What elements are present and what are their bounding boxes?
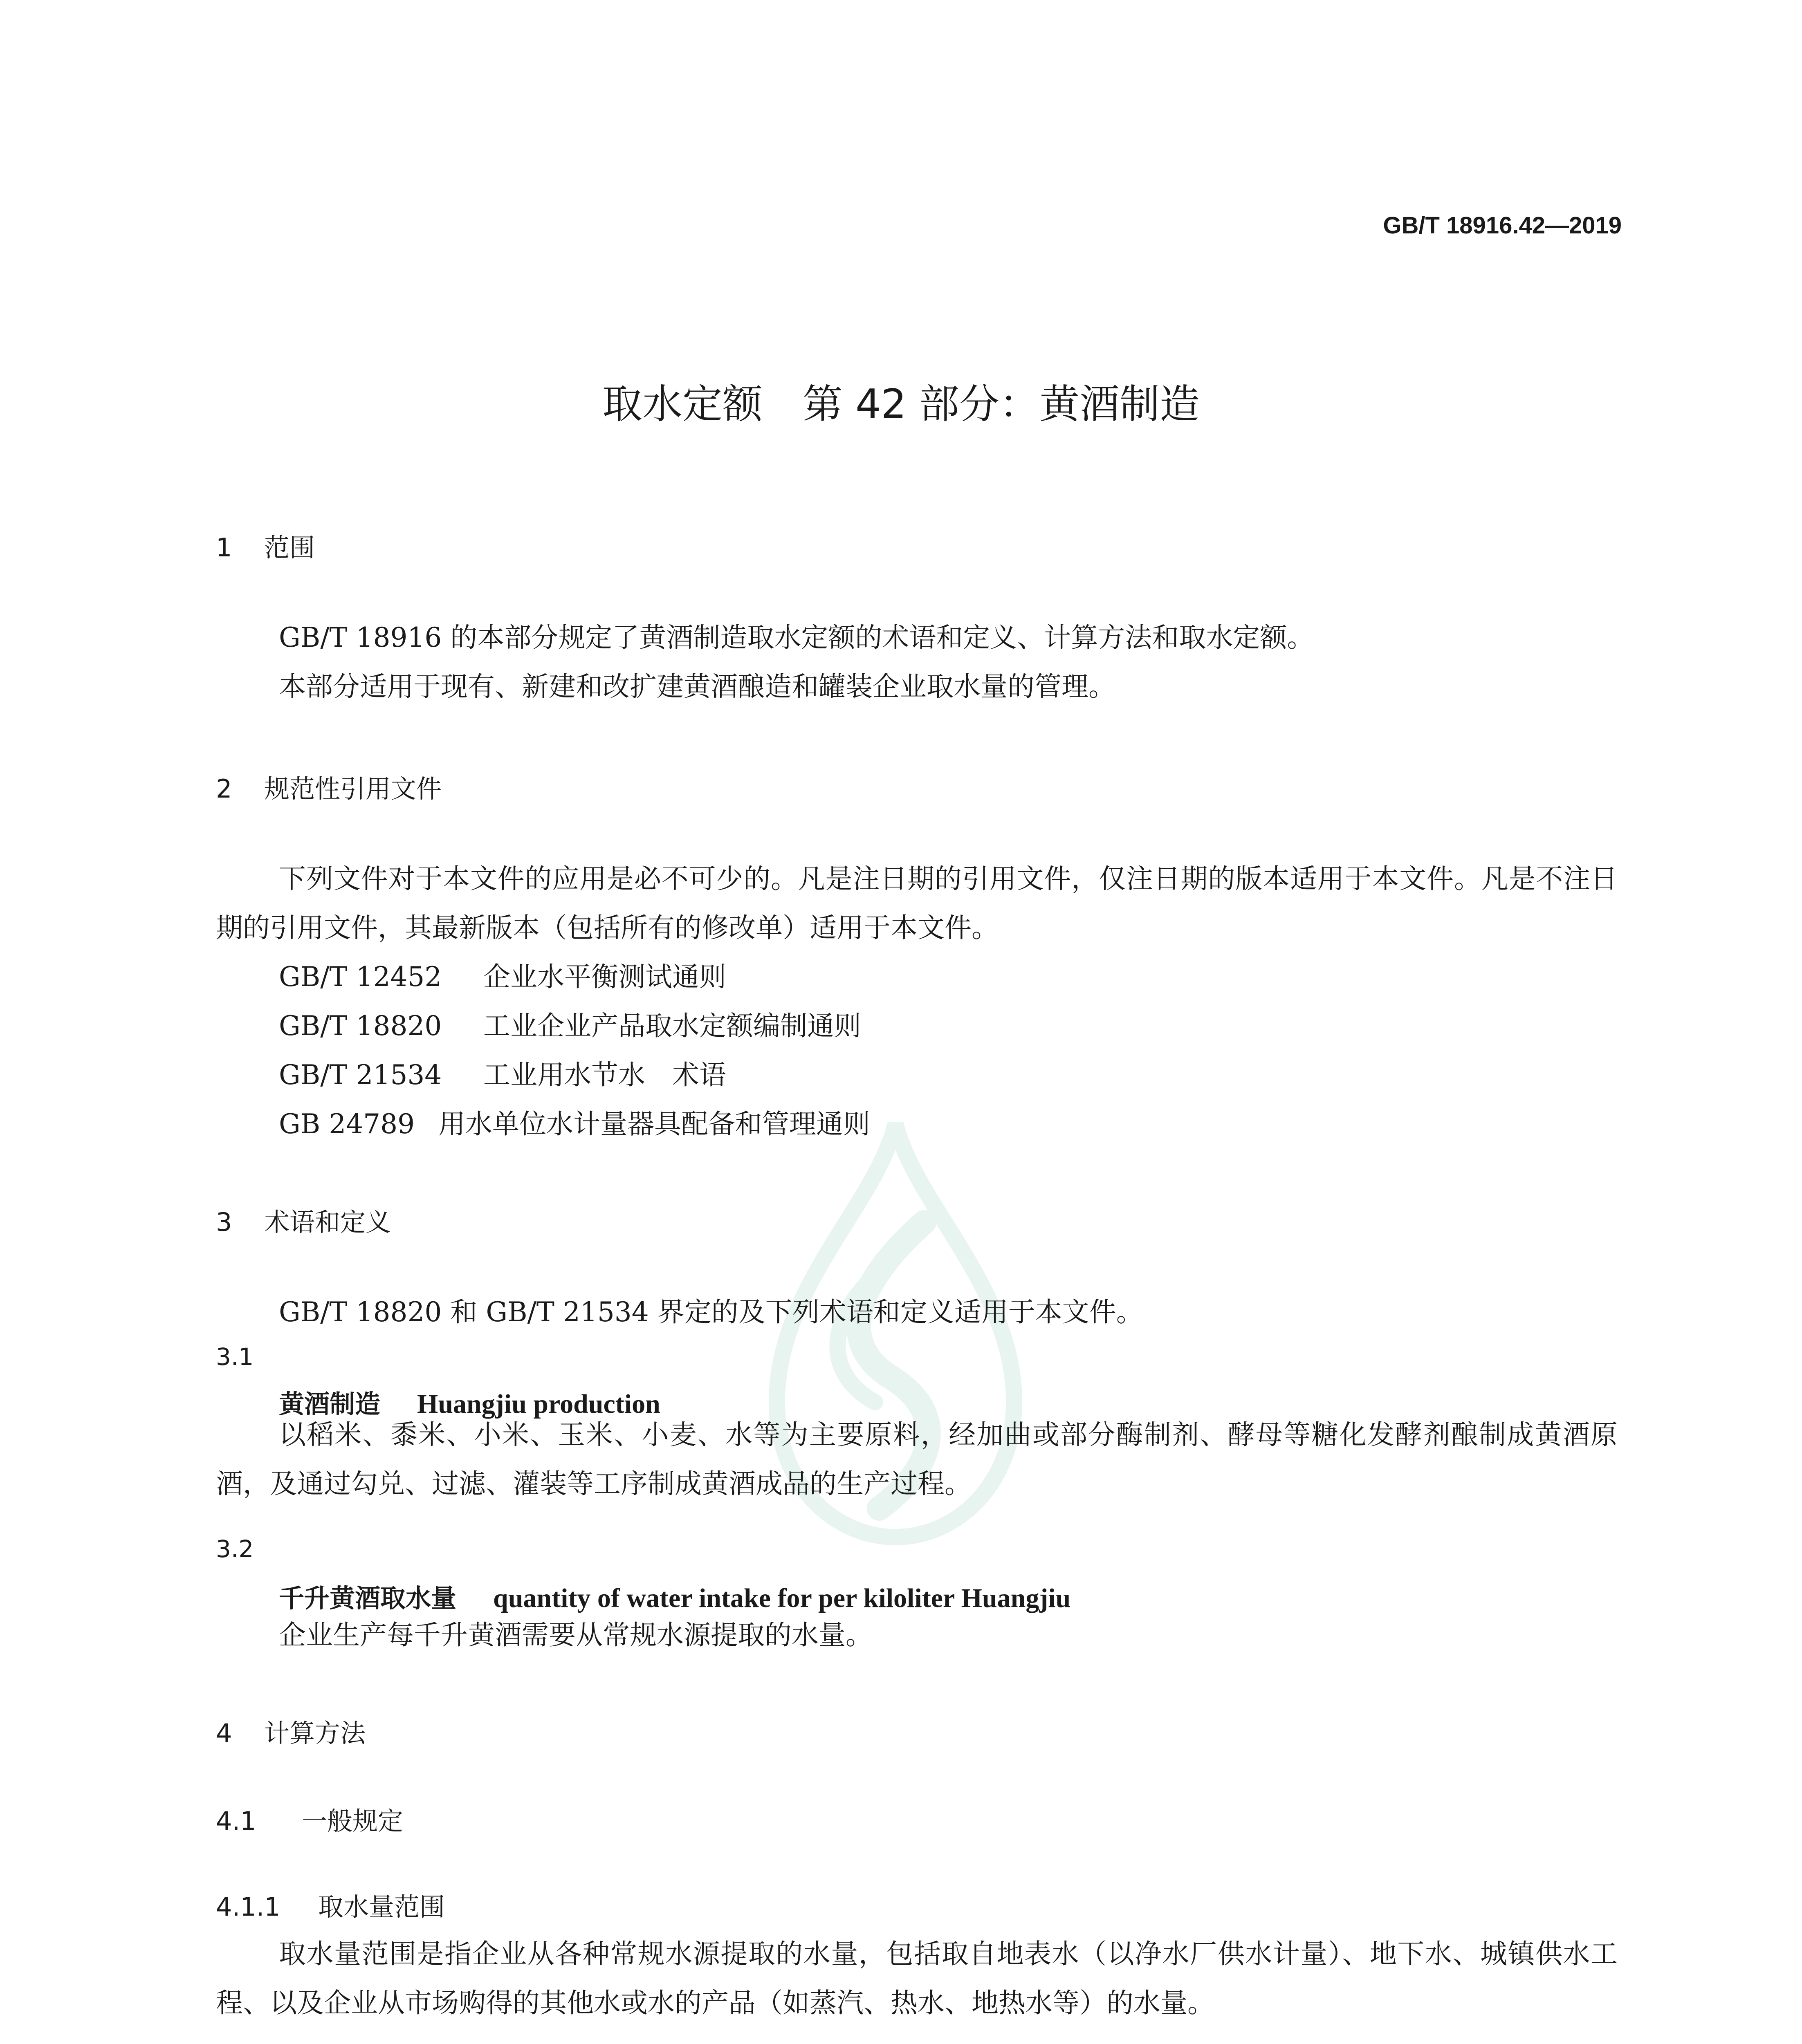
section-number: 3 — [216, 1207, 232, 1237]
paragraph: 本部分适用于现有、新建和改扩建黄酒酿造和罐装企业取水量的管理。 — [279, 671, 1115, 702]
term-english: Huangjiu production — [417, 1389, 660, 1419]
reference-code: GB/T 21534 — [279, 1059, 442, 1091]
section-title: 范围 — [264, 533, 315, 563]
paragraph: 下列文件对于本文件的应用是必不可少的。凡是注日期的引用文件，仅注日期的版本适用于本文件。凡是不注日期的引用文件，其最新版本（包括所有的修改单）适用于本文件。 — [216, 863, 1618, 944]
section-number: 2 — [216, 774, 232, 804]
section-2-heading — [216, 769, 442, 805]
subsection-4-1-heading — [216, 1801, 403, 1837]
reference-code: GB/T 18820 — [279, 1010, 442, 1042]
term-number: 3.2 — [216, 1535, 254, 1563]
term-entry — [279, 1578, 1070, 1614]
section-number: 1 — [216, 533, 232, 563]
term-number: 3.1 — [216, 1343, 254, 1371]
reference-title: 用水单位水计量器具配备和管理通则 — [438, 1108, 870, 1140]
section-number: 4.1.1 — [216, 1892, 281, 1922]
reference-title: 企业水平衡测试通则 — [483, 961, 726, 993]
paragraph: GB/T 18916 的本部分规定了黄酒制造取水定额的术语和定义、计算方法和取水定额。 — [279, 622, 1314, 653]
section-title: 取水量范围 — [318, 1892, 445, 1922]
paragraph: GB/T 18820 和 GB/T 21534 界定的及下列术语和定义适用于本文件。 — [279, 1296, 1143, 1328]
section-3-heading — [216, 1202, 391, 1238]
section-title: 规范性引用文件 — [264, 774, 442, 804]
subsection-4-1-1-heading — [216, 1887, 445, 1923]
normative-reference — [279, 1002, 861, 1051]
term-chinese: 黄酒制造 — [279, 1389, 381, 1419]
normative-reference — [279, 1051, 726, 1100]
reference-title: 工业用水节水 术语 — [483, 1059, 726, 1091]
section-title: 一般规定 — [302, 1806, 404, 1836]
reference-title: 工业企业产品取水定额编制通则 — [483, 1010, 861, 1042]
section-1-heading — [216, 527, 315, 564]
document-title: 取水定额 第 42 部分：黄酒制造 — [602, 381, 1200, 428]
normative-reference — [279, 1100, 870, 1149]
section-number: 4.1 — [216, 1806, 256, 1836]
section-title: 术语和定义 — [264, 1207, 391, 1237]
term-definition: 企业生产每千升黄酒需要从常规水源提取的水量。 — [279, 1619, 873, 1651]
term-english: quantity of water intake for per kiloliter Huangjiu — [493, 1583, 1071, 1613]
section-number: 4 — [216, 1718, 232, 1748]
normative-reference — [279, 953, 726, 1002]
standard-number: GB/T 18916.42—2019 — [1383, 212, 1622, 239]
term-definition: 以稻米、黍米、小米、玉米、小麦、水等为主要原料，经加曲或部分酶制剂、酵母等糖化发酵剂酿制成黄酒原酒，及通过勾兑、过滤、灌装等工序制成黄酒成品的生产过程。 — [216, 1419, 1618, 1499]
section-4-heading — [216, 1713, 366, 1749]
reference-code: GB 24789 — [279, 1108, 415, 1140]
reference-code: GB/T 12452 — [279, 961, 442, 993]
term-chinese: 千升黄酒取水量 — [279, 1583, 457, 1613]
paragraph: 取水量范围是指企业从各种常规水源提取的水量，包括取自地表水（以净水厂供水计量）、地下水、城镇供水工程、以及企业从市场购得的其他水或水的产品（如蒸汽、热水、地热水等）的水量。 — [216, 1938, 1618, 2019]
section-title: 计算方法 — [264, 1718, 366, 1748]
